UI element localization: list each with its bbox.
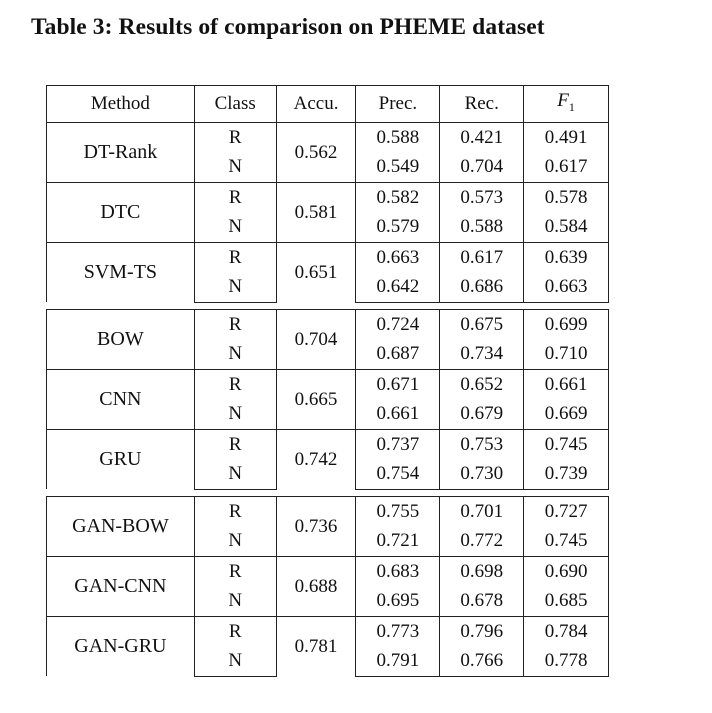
accuracy-cell: 0.736 <box>276 496 356 556</box>
table-row <box>47 182 609 212</box>
class-cell: N <box>194 586 276 616</box>
class-cell: R <box>194 182 276 212</box>
precision-cell: 0.671 <box>356 369 440 399</box>
class-cell: R <box>194 122 276 152</box>
precision-cell: 0.791 <box>356 646 440 676</box>
group-separator <box>47 489 609 496</box>
class-cell: N <box>194 212 276 242</box>
precision-cell: 0.663 <box>356 242 440 272</box>
method-name: GAN-CNN <box>47 556 195 616</box>
precision-cell: 0.642 <box>356 272 440 302</box>
recall-cell: 0.698 <box>440 556 524 586</box>
f1-cell: 0.699 <box>524 309 609 339</box>
class-cell: R <box>194 242 276 272</box>
class-cell: N <box>194 646 276 676</box>
method-name: SVM-TS <box>47 242 195 302</box>
f1-cell: 0.669 <box>524 399 609 429</box>
f1-cell: 0.690 <box>524 556 609 586</box>
recall-cell: 0.766 <box>440 646 524 676</box>
f1-cell: 0.745 <box>524 429 609 459</box>
class-cell: R <box>194 556 276 586</box>
precision-cell: 0.721 <box>356 526 440 556</box>
header-accuracy: Accu. <box>276 86 356 123</box>
f1-cell: 0.617 <box>524 152 609 182</box>
group-separator <box>47 302 609 309</box>
recall-cell: 0.652 <box>440 369 524 399</box>
recall-cell: 0.675 <box>440 309 524 339</box>
recall-cell: 0.772 <box>440 526 524 556</box>
precision-cell: 0.773 <box>356 616 440 646</box>
accuracy-cell: 0.651 <box>276 242 356 302</box>
f1-cell: 0.639 <box>524 242 609 272</box>
accuracy-cell: 0.665 <box>276 369 356 429</box>
recall-cell: 0.730 <box>440 459 524 489</box>
method-name: BOW <box>47 309 195 369</box>
precision-cell: 0.549 <box>356 152 440 182</box>
header-recall: Rec. <box>440 86 524 123</box>
f1-cell: 0.661 <box>524 369 609 399</box>
table-row <box>47 122 609 152</box>
f1-cell: 0.727 <box>524 496 609 526</box>
header-precision: Prec. <box>356 86 440 123</box>
recall-cell: 0.679 <box>440 399 524 429</box>
f1-cell: 0.778 <box>524 646 609 676</box>
method-name: DTC <box>47 182 195 242</box>
precision-cell: 0.737 <box>356 429 440 459</box>
class-cell: N <box>194 459 276 489</box>
results-table <box>46 85 609 677</box>
precision-cell: 0.687 <box>356 339 440 369</box>
precision-cell: 0.661 <box>356 399 440 429</box>
recall-cell: 0.686 <box>440 272 524 302</box>
f1-cell: 0.663 <box>524 272 609 302</box>
f1-cell: 0.710 <box>524 339 609 369</box>
class-cell: N <box>194 272 276 302</box>
header-method: Method <box>47 86 195 123</box>
precision-cell: 0.588 <box>356 122 440 152</box>
recall-cell: 0.617 <box>440 242 524 272</box>
table-caption: Table 3: Results of comparison on PHEME dataset <box>31 14 545 40</box>
table-row <box>47 496 609 526</box>
table-row <box>47 242 609 272</box>
accuracy-cell: 0.688 <box>276 556 356 616</box>
method-name: GAN-GRU <box>47 616 195 676</box>
recall-cell: 0.678 <box>440 586 524 616</box>
accuracy-cell: 0.781 <box>276 616 356 676</box>
class-cell: R <box>194 616 276 646</box>
class-cell: R <box>194 429 276 459</box>
results-body <box>47 122 609 676</box>
recall-cell: 0.796 <box>440 616 524 646</box>
header-row <box>47 86 609 123</box>
accuracy-cell: 0.562 <box>276 122 356 182</box>
table-row <box>47 429 609 459</box>
class-cell: R <box>194 496 276 526</box>
precision-cell: 0.683 <box>356 556 440 586</box>
table-row <box>47 369 609 399</box>
recall-cell: 0.421 <box>440 122 524 152</box>
method-name: GAN-BOW <box>47 496 195 556</box>
class-cell: R <box>194 309 276 339</box>
recall-cell: 0.753 <box>440 429 524 459</box>
recall-cell: 0.704 <box>440 152 524 182</box>
class-cell: R <box>194 369 276 399</box>
precision-cell: 0.582 <box>356 182 440 212</box>
f1-cell: 0.745 <box>524 526 609 556</box>
class-cell: N <box>194 152 276 182</box>
method-name: CNN <box>47 369 195 429</box>
precision-cell: 0.695 <box>356 586 440 616</box>
recall-cell: 0.701 <box>440 496 524 526</box>
table-row <box>47 616 609 646</box>
f1-cell: 0.578 <box>524 182 609 212</box>
precision-cell: 0.579 <box>356 212 440 242</box>
class-cell: N <box>194 526 276 556</box>
accuracy-cell: 0.581 <box>276 182 356 242</box>
f1-cell: 0.685 <box>524 586 609 616</box>
method-name: DT-Rank <box>47 122 195 182</box>
class-cell: N <box>194 399 276 429</box>
f1-cell: 0.739 <box>524 459 609 489</box>
accuracy-cell: 0.742 <box>276 429 356 489</box>
header-f1: $F_1$ <box>524 86 609 123</box>
recall-cell: 0.588 <box>440 212 524 242</box>
header-class: Class <box>194 86 276 123</box>
table-row <box>47 309 609 339</box>
precision-cell: 0.754 <box>356 459 440 489</box>
precision-cell: 0.755 <box>356 496 440 526</box>
recall-cell: 0.734 <box>440 339 524 369</box>
f1-cell: 0.584 <box>524 212 609 242</box>
class-cell: N <box>194 339 276 369</box>
table-row <box>47 556 609 586</box>
f1-cell: 0.491 <box>524 122 609 152</box>
method-name: GRU <box>47 429 195 489</box>
f1-cell: 0.784 <box>524 616 609 646</box>
recall-cell: 0.573 <box>440 182 524 212</box>
precision-cell: 0.724 <box>356 309 440 339</box>
accuracy-cell: 0.704 <box>276 309 356 369</box>
